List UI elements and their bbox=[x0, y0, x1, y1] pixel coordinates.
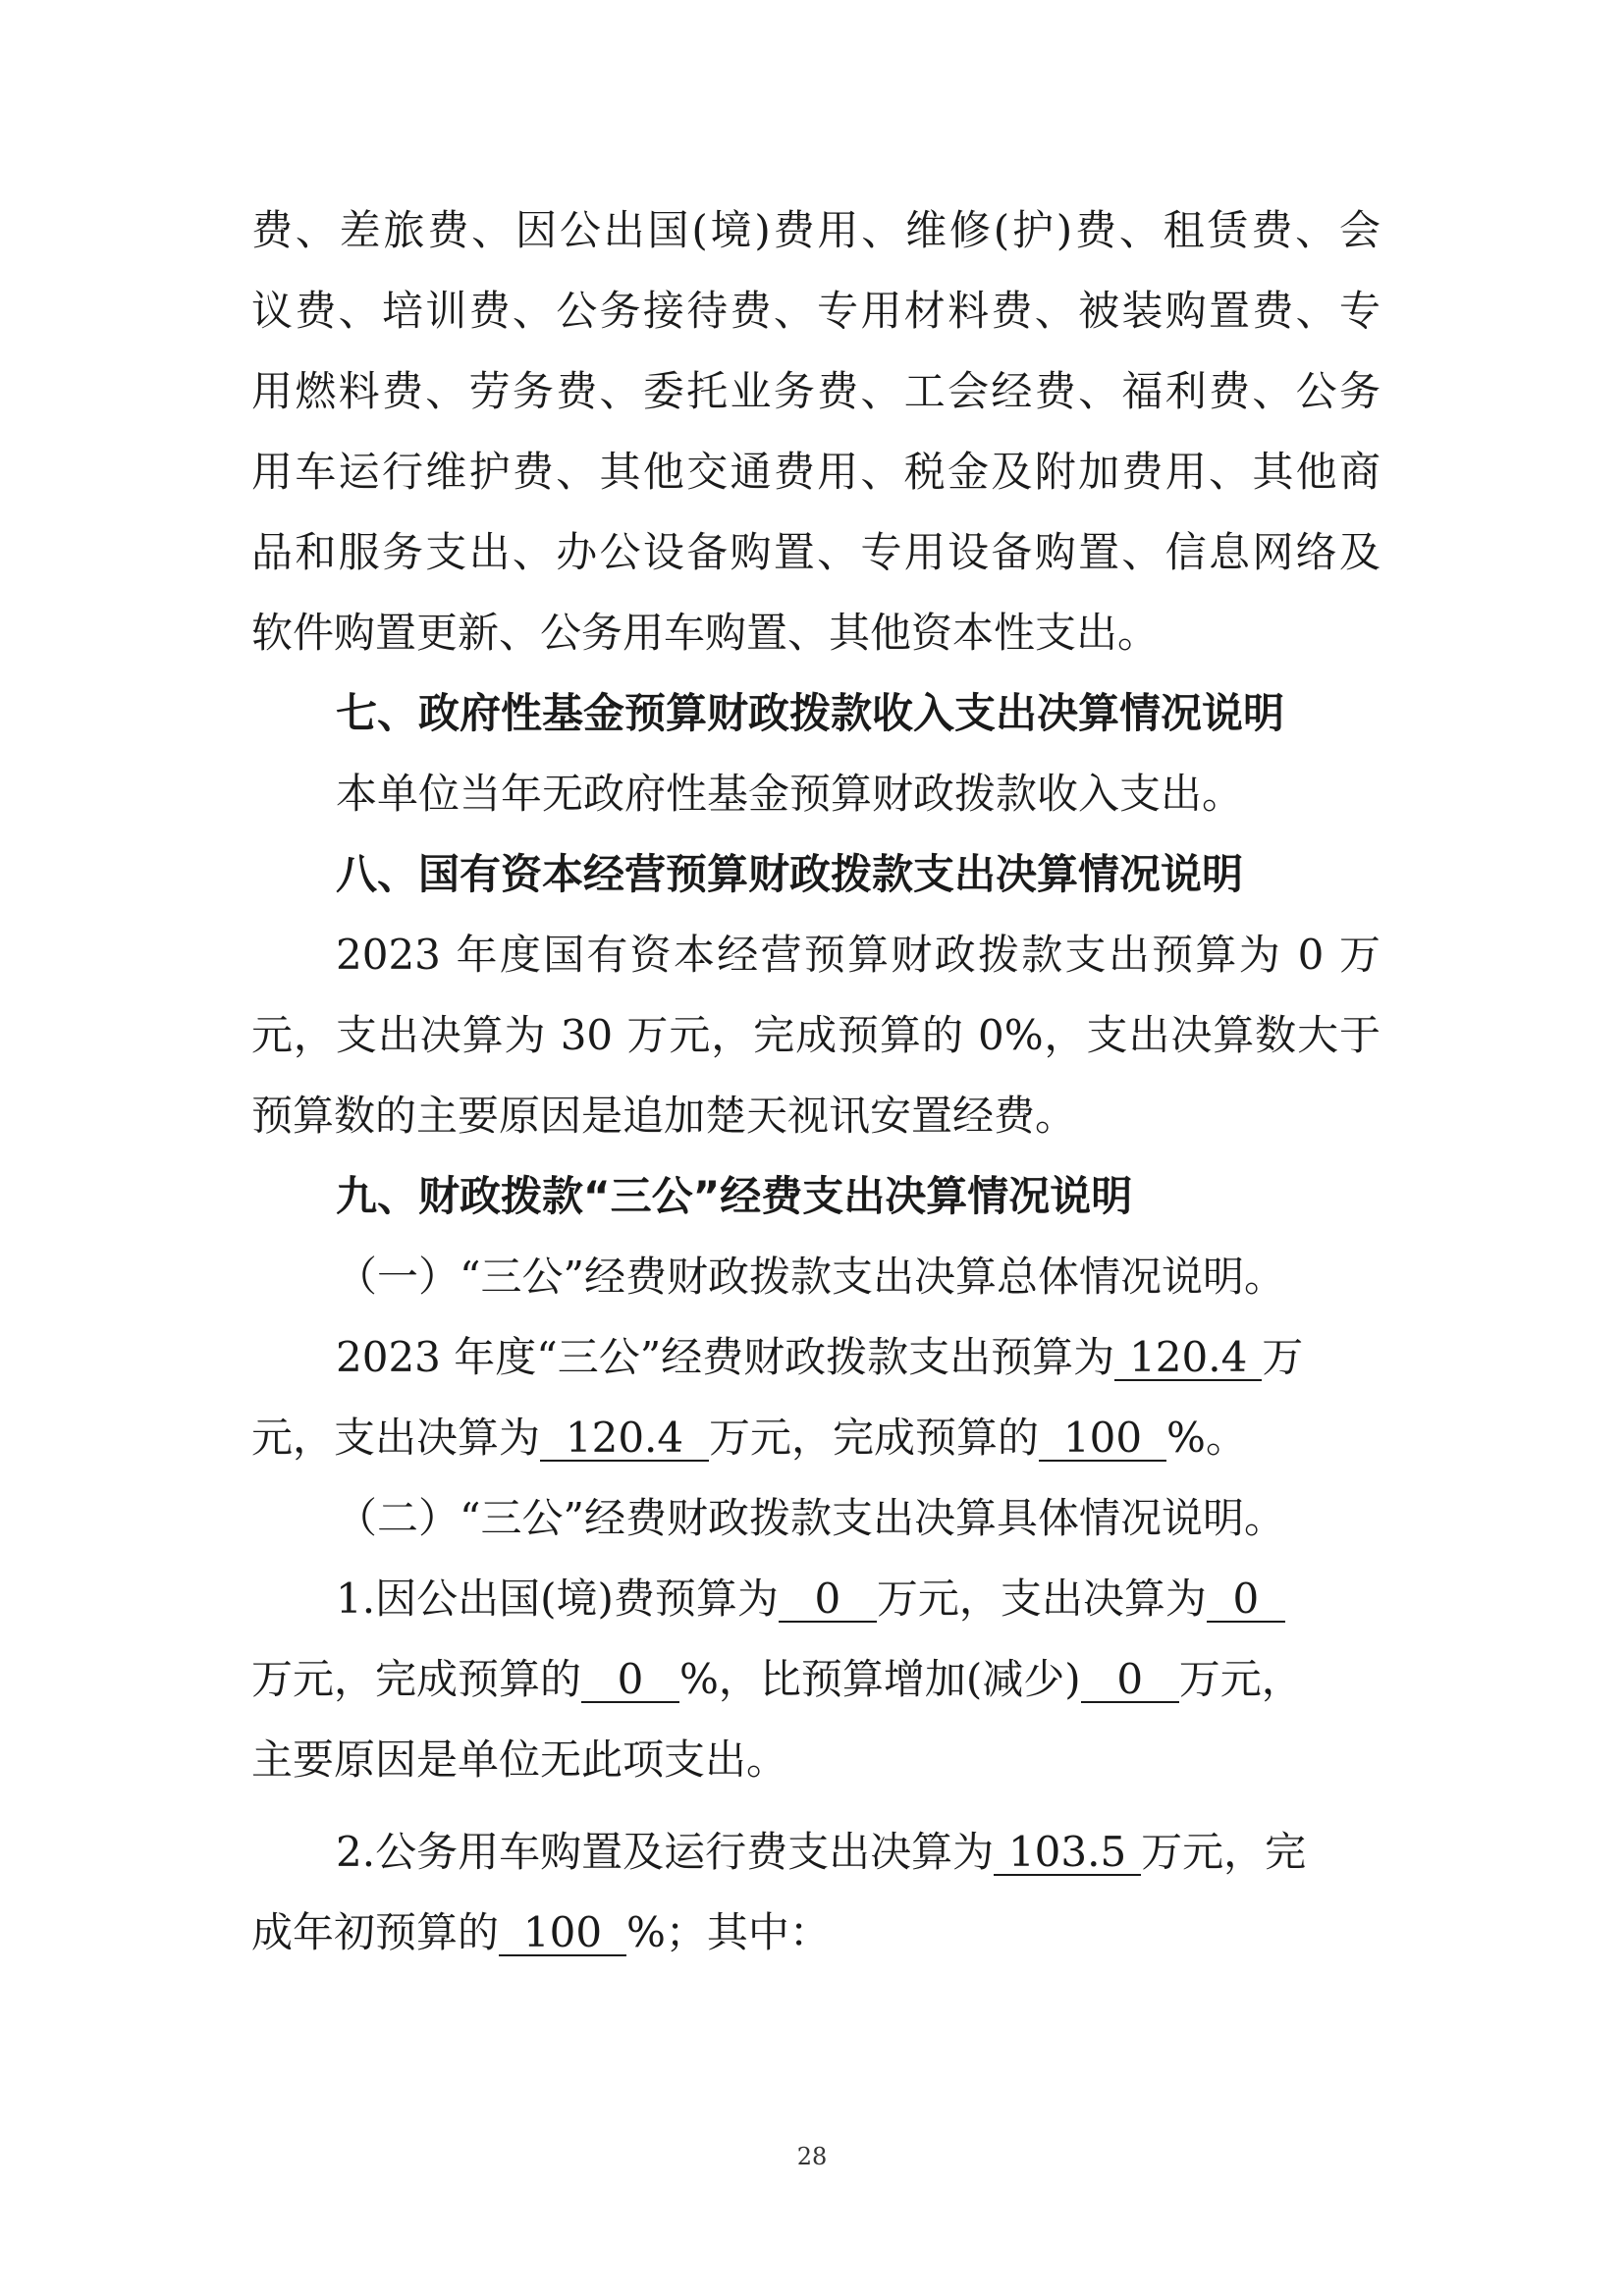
item1-text: 万元，完成预算的 bbox=[251, 1655, 582, 1703]
item2-text: 成年初预算的 bbox=[251, 1908, 500, 1956]
subsection-title-2: （二）“三公”经费财政拨款支出决算具体情况说明。 bbox=[336, 1494, 1285, 1542]
actual-value: 0 bbox=[1207, 1577, 1285, 1623]
sub1-text: 元，支出决算为 bbox=[251, 1414, 541, 1462]
sub1-text: 2023 年度“三公”经费财政拨款支出预算为 bbox=[336, 1333, 1115, 1381]
subsection-title-1: （一）“三公”经费财政拨款支出决算总体情况说明。 bbox=[336, 1253, 1285, 1301]
item2-text: %；其中： bbox=[626, 1908, 831, 1956]
item2-line-1 bbox=[336, 1823, 1306, 1882]
rate-value: 0 bbox=[581, 1658, 679, 1703]
item2-text: 万元，完 bbox=[1141, 1828, 1307, 1876]
item2-line-2 bbox=[251, 1903, 831, 1962]
rate-value: 100 bbox=[499, 1911, 626, 1956]
body-text-line: 软件购置更新、公务用车购置、其他资本性支出。 bbox=[251, 609, 1160, 657]
rate-value: 100 bbox=[1039, 1416, 1166, 1462]
sub1-line-1 bbox=[336, 1328, 1303, 1387]
body-text-line: 品和服务支出、办公设备购置、专用设备购置、信息网络及 bbox=[251, 528, 1380, 576]
sub1-text: 万元，完成预算的 bbox=[709, 1414, 1040, 1462]
item1-line-1 bbox=[336, 1570, 1285, 1629]
budget-value: 120.4 bbox=[1114, 1336, 1262, 1381]
change-value: 0 bbox=[1081, 1658, 1179, 1703]
sub1-text: 万 bbox=[1262, 1333, 1304, 1381]
item1-text: 1.因公出国(境)费预算为 bbox=[336, 1575, 779, 1623]
section8-text-line: 2023 年度国有资本经营预算财政拨款支出预算为 0 万 bbox=[336, 931, 1380, 979]
section-heading-7: 七、政府性基金预算财政拨款收入支出决算情况说明 bbox=[336, 689, 1285, 737]
item1-line-3: 主要原因是单位无此项支出。 bbox=[251, 1735, 788, 1784]
item1-text: %，比预算增加(减少) bbox=[679, 1655, 1081, 1703]
item1-text: 万元，支出决算为 bbox=[876, 1575, 1207, 1623]
body-text-line: 用燃料费、劳务费、委托业务费、工会经费、福利费、公务 bbox=[251, 367, 1380, 415]
actual-value: 120.4 bbox=[540, 1416, 709, 1462]
actual-value: 103.5 bbox=[994, 1831, 1141, 1876]
page-number: 28 bbox=[796, 2143, 828, 2170]
item2-text: 2.公务用车购置及运行费支出决算为 bbox=[336, 1828, 995, 1876]
item1-line-2 bbox=[251, 1650, 1303, 1709]
section8-text-line: 预算数的主要原因是追加楚天视讯安置经费。 bbox=[251, 1092, 1077, 1140]
section8-text-line: 元，支出决算为 30 万元，完成预算的 0%，支出决算数大于 bbox=[251, 1011, 1380, 1059]
section7-text: 本单位当年无政府性基金预算财政拨款收入支出。 bbox=[336, 770, 1244, 818]
item1-text: 万元， bbox=[1178, 1655, 1303, 1703]
section-heading-8: 八、国有资本经营预算财政拨款支出决算情况说明 bbox=[336, 850, 1244, 898]
sub1-text: %。 bbox=[1166, 1414, 1247, 1462]
sub1-line-2 bbox=[251, 1409, 1247, 1468]
section-heading-9: 九、财政拨款“三公”经费支出决算情况说明 bbox=[336, 1172, 1133, 1220]
body-text-line: 议费、培训费、公务接待费、专用材料费、被装购置费、专 bbox=[251, 287, 1380, 335]
body-text-line: 费、差旅费、因公出国(境)费用、维修(护)费、租赁费、会 bbox=[251, 206, 1380, 254]
body-text-line: 用车运行维护费、其他交通费用、税金及附加费用、其他商 bbox=[251, 448, 1380, 496]
budget-value: 0 bbox=[779, 1577, 877, 1623]
